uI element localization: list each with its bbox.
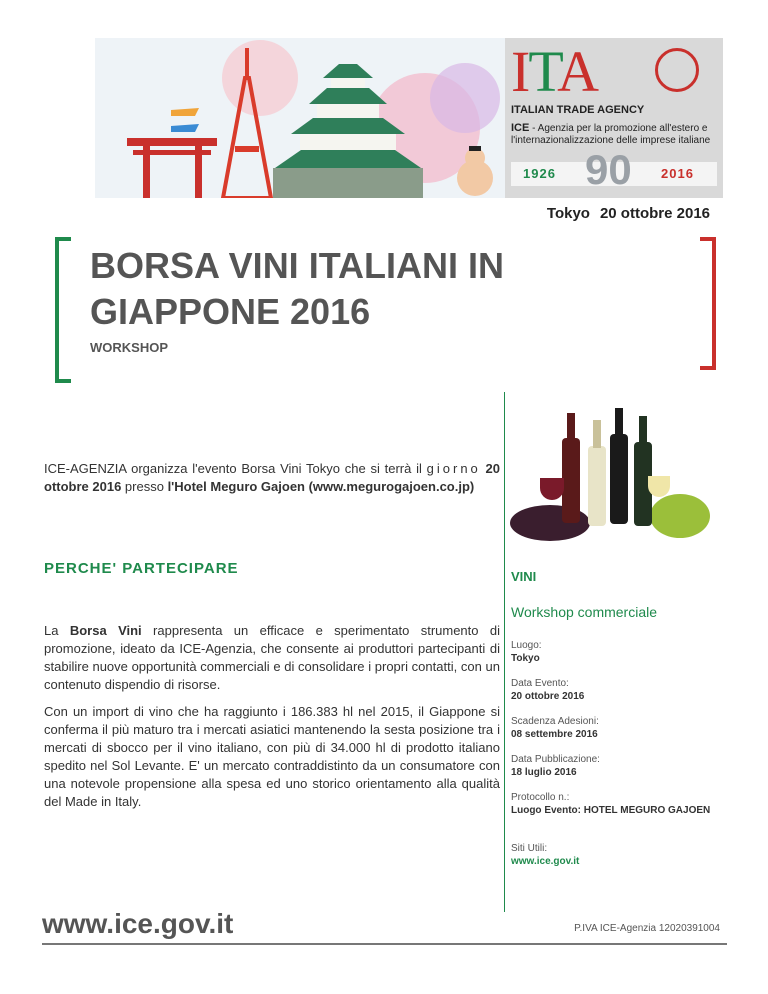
ice-description: ICE - Agenzia per la promozione all'estero e l'internazionalizzazione delle imprese italiane	[511, 122, 711, 146]
info-data-evento: Data Evento: 20 ottobre 2016	[511, 678, 585, 702]
anniversary-bar	[511, 146, 717, 193]
intro-paragraph: ICE-AGENZIA organizza l'evento Borsa Vini Tokyo che si terrà il giorno 20 ottobre 2016 presso l'Hotel Meguro Gajoen (www.megurogajoen.co.jp)	[44, 461, 500, 494]
body-paragraph-2: Con un import di vino che ha raggiunto i 186.383 hl nel 2015, il Giappone si conferma il più maturo tra i mercati asiatici mantenendo la sesta posizione tra i mercati di sbocco per il vino italiano, con più di 34.000 hl di prodotto italiano spedito nel Sol Levante. E' un mercato contraddistinto da un consumatore con una notevole propensione alla spesa ed uno storico orientamento alla qualità del Made in Italy.	[44, 704, 500, 809]
info-pubblicazione: Data Pubblicazione: 18 luglio 2016	[511, 754, 600, 778]
ice-site-link[interactable]: www.ice.gov.it	[511, 856, 580, 867]
agency-name: ITALIAN TRADE AGENCY	[511, 104, 645, 116]
japan-landmarks-illustration	[95, 38, 505, 198]
ita-logo: ITA	[511, 39, 598, 104]
right-bracket	[700, 237, 716, 370]
event-date: 20 ottobre 2016	[599, 205, 710, 222]
section-title-why: PERCHE' PARTECIPARE	[44, 560, 239, 577]
info-scadenza: Scadenza Adesioni: 08 settembre 2016	[511, 716, 599, 740]
event-type: Workshop commerciale	[511, 604, 658, 620]
anniversary-number: 90	[585, 146, 632, 193]
wine-bottles-image	[510, 408, 710, 543]
event-location-date	[547, 205, 710, 222]
left-bracket	[55, 237, 71, 383]
column-divider	[504, 392, 505, 912]
page-title: BORSA VINI ITALIANI IN GIAPPONE 2016	[90, 245, 504, 332]
ita-emblem-icon	[655, 48, 699, 92]
event-city: Tokyo	[546, 205, 590, 222]
footer-vat-number: P.IVA ICE-Agenzia 12020391004	[574, 923, 720, 934]
year-start: 1926	[523, 166, 556, 181]
footer-website[interactable]: www.ice.gov.it	[42, 908, 234, 939]
header-banner	[95, 38, 723, 198]
page-subtitle: WORKSHOP	[90, 340, 168, 355]
info-luogo: Luogo: Tokyo	[511, 640, 542, 664]
ita-logo-panel	[505, 38, 723, 198]
sector-title: VINI	[511, 569, 537, 584]
info-siti: Siti Utili: www.ice.gov.it	[511, 842, 721, 868]
year-end: 2016	[661, 166, 694, 181]
footer-rule	[42, 943, 727, 945]
info-protocollo: Protocollo n.: Luogo Evento: HOTEL MEGURO GAJOEN	[511, 792, 711, 816]
body-paragraph-1: La Borsa Vini rappresenta un efficace e sperimentato strumento di promozione, ideato da ICE-Agenzia, che consente ai produttori partecipanti di stabilire nuove opportunità commerciali e di consolidare i propri contatti, con un contenuto dispendio di risorse.	[44, 623, 500, 692]
